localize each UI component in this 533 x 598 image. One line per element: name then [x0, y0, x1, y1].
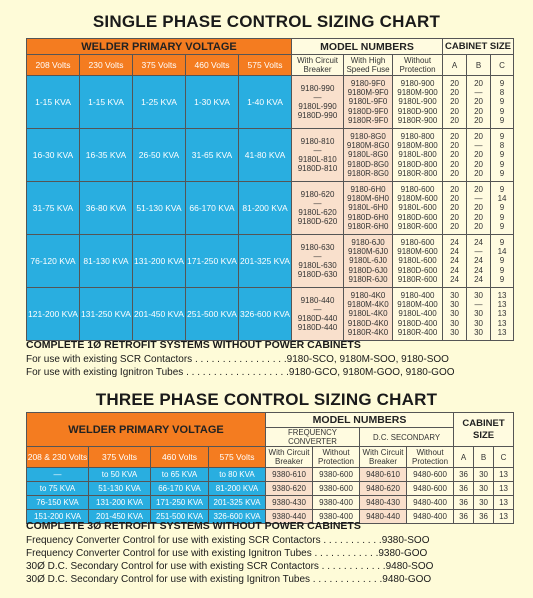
three-retrofit-line-1: Frequency Converter Control for use with existing SCR Contactors . . . . . . . . . . .9380-SOO: [26, 535, 430, 546]
model-cell-high-speed-fuse: [344, 76, 393, 129]
kva-cell: to 50 KVA: [89, 468, 151, 482]
cabinet-col-header: B: [467, 55, 491, 76]
cell-line: 20: [474, 97, 483, 107]
cell-line: 30: [474, 327, 483, 337]
cell-line: 24: [474, 274, 483, 284]
kva-cell: 51-130 KVA: [89, 482, 151, 496]
cabinet-cell: 13: [494, 510, 514, 524]
cell-line: —: [474, 88, 483, 98]
kva-cell: 41-80 KVA: [239, 129, 292, 182]
cell-line: 9180D-440: [297, 314, 338, 323]
cabinet-cell-b: [467, 288, 491, 341]
cell-line: —: [313, 251, 322, 261]
table-row: [27, 496, 514, 510]
cabinet-cell: 13: [494, 482, 514, 496]
cell-line: 9: [499, 106, 505, 116]
kva-cell: 201-450 KVA: [89, 510, 151, 524]
model-cell-no-protection: [393, 288, 443, 341]
cell-line: 9: [499, 274, 505, 284]
cell-line: 20: [474, 168, 483, 178]
single-retrofit-line-2: For use with existing Ignitron Tubes . . . . . . . . . . . . . . . . . . .9180-GCO, 9180M-GOO, 9180-GOO: [26, 367, 455, 378]
cell-line: 20: [450, 184, 459, 194]
kva-cell: to 65 KVA: [151, 468, 209, 482]
cell-line: 13: [497, 300, 507, 310]
cabinet-cell-a: [443, 235, 467, 288]
voltage-col-header: 460 Volts: [151, 447, 209, 468]
three-retrofit-line-4: 30Ø D.C. Secondary Control for use with existing Ignitron Tubes . . . . . . . . . . . . .9480-GOO: [26, 574, 432, 585]
cabinet-cell-c: [491, 182, 514, 235]
cell-line: 9180L-800: [398, 150, 437, 160]
model-cell: 9480-400: [407, 510, 454, 524]
cell-line: 9180L-810: [298, 155, 337, 164]
cell-line: 9: [499, 212, 505, 222]
cell-line: 9180M-400: [397, 300, 438, 310]
cell-line: 9180D-6H0: [347, 212, 389, 222]
cabinet-cell-c: [491, 288, 514, 341]
cabinet-cell: 13: [494, 468, 514, 482]
cabinet-cell-c: [491, 76, 514, 129]
cell-line: 9180D-630: [297, 270, 338, 280]
kva-cell: 1-15 KVA: [80, 76, 133, 129]
cabinet-col-header: C: [494, 447, 514, 468]
three-phase-title: THREE PHASE CONTROL SIZING CHART: [95, 390, 438, 409]
cell-line: 9180-4K0: [350, 290, 386, 300]
table-row: [27, 482, 514, 496]
model-col-header: With Circuit Breaker: [266, 447, 313, 468]
cabinet-cell-a: [443, 76, 467, 129]
cell-line: 9: [499, 115, 505, 125]
cell-line: 9180L-620: [298, 208, 337, 217]
cell-line: 9180L-6H0: [348, 203, 388, 213]
cell-line: 30: [450, 290, 459, 300]
cell-line: 20: [450, 221, 459, 231]
cabinet-cell: 30: [474, 496, 494, 510]
cell-line: —: [313, 198, 322, 208]
cell-line: 9180D-400: [397, 318, 438, 328]
kva-cell: 66-170 KVA: [186, 182, 239, 235]
cell-line: 30: [450, 327, 459, 337]
cell-line: 9180L-600: [398, 256, 437, 266]
cell-line: 13: [497, 318, 507, 328]
cell-line: 9180M-6J0: [348, 247, 389, 257]
single-phase-table: [26, 38, 514, 341]
cell-line: 9180L-990: [298, 102, 337, 111]
cell-line: 9180-600: [400, 237, 435, 247]
kva-cell: 81-130 KVA: [80, 235, 133, 288]
model-cell-circuit-breaker: [292, 76, 344, 129]
cell-line: 9180R-8G0: [347, 168, 389, 178]
cell-line: 9180-8G0: [350, 131, 386, 141]
model-cell-high-speed-fuse: [344, 129, 393, 182]
model-cell-no-protection: [393, 182, 443, 235]
cell-line: 9: [499, 78, 505, 88]
voltage-col-header: 460 Volts: [186, 55, 239, 76]
cell-line: 9180R-900: [397, 115, 438, 125]
kva-cell: 131-200 KVA: [133, 235, 186, 288]
cell-line: 20: [450, 159, 459, 169]
cell-line: 20: [450, 194, 459, 204]
cell-line: —: [474, 194, 483, 204]
model-cell: 9480-440: [360, 510, 407, 524]
cell-line: 9180D-6J0: [348, 265, 388, 275]
cell-line: 9: [499, 97, 505, 107]
kva-cell: 66-170 KVA: [151, 482, 209, 496]
model-cell: 9380-400: [313, 496, 360, 510]
kva-cell: 76-150 KVA: [27, 496, 89, 510]
kva-cell: to 80 KVA: [209, 468, 266, 482]
cell-line: 9180-630: [300, 242, 335, 252]
cell-line: —: [313, 145, 322, 155]
single-phase-title: SINGLE PHASE CONTROL SIZING CHART: [92, 12, 441, 31]
cell-line: 20: [450, 78, 459, 88]
model-cell-no-protection: [393, 235, 443, 288]
model-cell-high-speed-fuse: [344, 182, 393, 235]
cell-line: 8: [499, 88, 505, 98]
kva-cell: 131-250 KVA: [80, 288, 133, 341]
model-cell-circuit-breaker: [292, 235, 344, 288]
cell-line: 20: [474, 159, 483, 169]
cell-line: 20: [450, 115, 459, 125]
cell-line: 9180-6H0: [350, 184, 386, 194]
kva-cell: 51-130 KVA: [133, 182, 186, 235]
cell-line: 9180R-6H0: [347, 221, 389, 231]
cabinet-cell: 36: [454, 496, 474, 510]
cell-line: 20: [450, 97, 459, 107]
cell-line: 20: [474, 184, 483, 194]
cell-line: 9180R-800: [397, 168, 438, 178]
kva-cell: 31-65 KVA: [186, 129, 239, 182]
model-cell: 9380-430: [266, 496, 313, 510]
cell-line: 9180D-600: [397, 212, 438, 222]
voltage-col-header: 575 Volts: [209, 447, 266, 468]
cell-line: 24: [474, 265, 483, 275]
kva-cell: 81-200 KVA: [239, 182, 292, 235]
kva-cell: 201-325 KVA: [239, 235, 292, 288]
three-phase-table: [26, 412, 514, 524]
cabinet-cell: 30: [474, 468, 494, 482]
cell-line: 9: [499, 265, 505, 275]
cabinet-cell: 30: [474, 482, 494, 496]
cell-line: 20: [474, 106, 483, 116]
cell-line: 9180D-800: [397, 159, 438, 169]
cell-line: 9180M-600: [397, 247, 438, 257]
cabinet-col-header: B: [474, 447, 494, 468]
cabinet-cell-b: [467, 235, 491, 288]
model-cell-circuit-breaker: [292, 182, 344, 235]
cell-line: 20: [474, 212, 483, 222]
cell-line: 9: [499, 168, 505, 178]
cell-line: 9180-6J0: [351, 237, 385, 247]
cell-line: 9180M-9F0: [347, 88, 389, 98]
kva-cell: 171-250 KVA: [186, 235, 239, 288]
kva-cell: 201-450 KVA: [133, 288, 186, 341]
cell-line: 20: [450, 212, 459, 222]
cell-line: 9180L-630: [298, 261, 337, 270]
kva-cell: —: [27, 468, 89, 482]
model-col-header: With Circuit Breaker: [292, 55, 344, 76]
model-cell: 9380-620: [266, 482, 313, 496]
cell-line: 14: [497, 247, 507, 257]
model-cell-no-protection: [393, 129, 443, 182]
kva-cell: 31-75 KVA: [27, 182, 80, 235]
model-col-header: Without Protection: [393, 55, 443, 76]
voltage-col-header: 375 Volts: [89, 447, 151, 468]
table-row: [27, 288, 514, 341]
cell-line: 9180D-810: [297, 164, 338, 174]
cell-line: 9: [499, 256, 505, 266]
cell-line: 9: [499, 150, 505, 160]
cell-line: 30: [450, 318, 459, 328]
cell-line: —: [474, 247, 483, 257]
cabinet-cell: 36: [474, 510, 494, 524]
cell-line: 13: [497, 290, 507, 300]
three-cabinet-size-header: CABINET SIZE: [454, 413, 514, 447]
cell-line: 9180L-8G0: [348, 150, 389, 160]
cabinet-cell-b: [467, 129, 491, 182]
cell-line: 20: [450, 131, 459, 141]
cabinet-size-header: CABINET SIZE: [443, 39, 514, 55]
kva-cell: 326-600 KVA: [239, 288, 292, 341]
cell-line: 9: [499, 237, 505, 247]
table-row: [27, 468, 514, 482]
cell-line: 24: [450, 265, 459, 275]
kva-cell: 16-30 KVA: [27, 129, 80, 182]
cell-line: 9180M-4K0: [347, 300, 389, 310]
cell-line: 9180D-4K0: [347, 318, 389, 328]
voltage-col-header: 375 Volts: [133, 55, 186, 76]
cell-line: 9180M-800: [397, 141, 438, 151]
kva-cell: 16-35 KVA: [80, 129, 133, 182]
cabinet-cell-a: [443, 129, 467, 182]
model-cell: 9480-610: [360, 468, 407, 482]
cell-line: 24: [474, 256, 483, 266]
cell-line: 30: [474, 309, 483, 319]
cell-line: 30: [450, 300, 459, 310]
cell-line: 9180R-9F0: [348, 115, 389, 125]
kva-cell: 1-40 KVA: [239, 76, 292, 129]
cell-line: —: [474, 141, 483, 151]
cell-line: 30: [450, 309, 459, 319]
model-cell: 9480-600: [407, 482, 454, 496]
kva-cell: 1-15 KVA: [27, 76, 80, 129]
cell-line: 9180-400: [400, 290, 435, 300]
kva-cell: 121-200 KVA: [27, 288, 80, 341]
cell-line: 24: [474, 237, 483, 247]
cell-line: 9180L-4K0: [348, 309, 388, 319]
model-cell-no-protection: [393, 76, 443, 129]
single-retrofit-line-1: For use with existing SCR Contactors . . . . . . . . . . . . . . . . .9180-SCO, 9180M-SOO, 9180-SOO: [26, 354, 449, 365]
table-row: [27, 182, 514, 235]
cell-line: 9180M-900: [397, 88, 438, 98]
table-row: [27, 129, 514, 182]
three-retrofit-line-3: 30Ø D.C. Secondary Control for use with existing SCR Contactors . . . . . . . . . . . .9480-SOO: [26, 561, 434, 572]
voltage-header: WELDER PRIMARY VOLTAGE: [27, 39, 292, 55]
cell-line: 20: [474, 131, 483, 141]
model-cell-circuit-breaker: [292, 129, 344, 182]
cabinet-cell: 13: [494, 496, 514, 510]
kva-cell: 1-25 KVA: [133, 76, 186, 129]
cell-line: 9: [499, 203, 505, 213]
cell-line: 9180D-9F0: [348, 106, 389, 116]
cell-line: 20: [450, 150, 459, 160]
single-retrofit-title: COMPLETE 1Ø RETROFIT SYSTEMS WITHOUT POWER CABINETS: [26, 339, 361, 351]
kva-cell: 151-200 KVA: [27, 510, 89, 524]
cell-line: 9180-990: [300, 83, 335, 93]
three-retrofit-line-2: Frequency Converter Control for use with existing Ignitron Tubes . . . . . . . . . . . .9380-GOO: [26, 548, 428, 559]
dc-secondary-header: D.C. SECONDARY: [360, 428, 454, 447]
cell-line: 24: [450, 274, 459, 284]
model-cell: 9480-400: [407, 496, 454, 510]
cabinet-cell-c: [491, 129, 514, 182]
cell-line: 9180L-9F0: [348, 97, 388, 107]
cell-line: —: [313, 304, 322, 314]
cabinet-cell: 36: [454, 468, 474, 482]
kva-cell: 326-600 KVA: [209, 510, 266, 524]
voltage-col-header: 208 & 230 Volts: [27, 447, 89, 468]
cell-line: 9180M-6H0: [347, 194, 389, 204]
cell-line: 9180-800: [400, 131, 435, 141]
kva-cell: 201-325 KVA: [209, 496, 266, 510]
kva-cell: 76-120 KVA: [27, 235, 80, 288]
model-cell: 9480-430: [360, 496, 407, 510]
voltage-col-header: 230 Volts: [80, 55, 133, 76]
cell-line: 20: [474, 221, 483, 231]
cell-line: 9180D-990: [297, 111, 338, 121]
three-voltage-header: WELDER PRIMARY VOLTAGE: [27, 413, 266, 447]
cabinet-cell-b: [467, 76, 491, 129]
cabinet-cell-a: [443, 182, 467, 235]
cabinet-col-header: C: [491, 55, 514, 76]
model-cell: 9380-610: [266, 468, 313, 482]
cell-line: 9: [499, 159, 505, 169]
cell-line: 20: [474, 150, 483, 160]
three-model-numbers-header: MODEL NUMBERS: [266, 413, 454, 428]
cell-line: 9180R-600: [397, 274, 438, 284]
cell-line: 20: [474, 78, 483, 88]
kva-cell: 131-200 KVA: [89, 496, 151, 510]
table-row: [27, 76, 514, 129]
cell-line: 20: [450, 141, 459, 151]
cell-line: 9180D-8G0: [347, 159, 389, 169]
voltage-col-header: 575 Volts: [239, 55, 292, 76]
cell-line: 9180M-600: [397, 194, 438, 204]
kva-cell: 171-250 KVA: [151, 496, 209, 510]
cell-line: —: [474, 300, 483, 310]
cell-line: 24: [450, 256, 459, 266]
kva-cell: 251-500 KVA: [151, 510, 209, 524]
cell-line: 20: [450, 88, 459, 98]
cell-line: 9180M-8G0: [346, 141, 390, 151]
model-numbers-header: MODEL NUMBERS: [292, 39, 443, 55]
cell-line: 20: [474, 203, 483, 213]
kva-cell: to 75 KVA: [27, 482, 89, 496]
cell-line: 9180-620: [300, 189, 335, 199]
cell-line: 20: [474, 115, 483, 125]
cell-line: 20: [450, 168, 459, 178]
frequency-converter-header: FREQUENCY CONVERTER: [266, 428, 360, 447]
kva-cell: 251-500 KVA: [186, 288, 239, 341]
cell-line: 9180-900: [400, 78, 435, 88]
cell-line: 24: [450, 237, 459, 247]
cell-line: 9180L-6J0: [349, 256, 387, 266]
cell-line: 9: [499, 184, 505, 194]
kva-cell: 1-30 KVA: [186, 76, 239, 129]
cabinet-cell: 36: [454, 510, 474, 524]
model-cell: 9380-400: [313, 510, 360, 524]
model-cell: 9380-600: [313, 482, 360, 496]
kva-cell: 36-80 KVA: [80, 182, 133, 235]
cell-line: 9180D-600: [397, 265, 438, 275]
cell-line: 13: [497, 309, 507, 319]
model-cell-circuit-breaker: [292, 288, 344, 341]
three-retrofit-title: COMPLETE 3Ø RETROFIT SYSTEMS WITHOUT POWER CABINETS: [26, 520, 361, 532]
cabinet-cell-a: [443, 288, 467, 341]
cell-line: 9180-440: [300, 295, 335, 305]
cell-line: 14: [497, 194, 507, 204]
cabinet-col-header: A: [443, 55, 467, 76]
voltage-col-header: 208 Volts: [27, 55, 80, 76]
cabinet-cell-b: [467, 182, 491, 235]
cell-line: 9180-600: [400, 184, 435, 194]
cell-line: 9: [499, 131, 505, 141]
cell-line: 9180R-600: [397, 221, 438, 231]
model-cell: 9380-440: [266, 510, 313, 524]
cell-line: 9180D-620: [297, 217, 338, 227]
cell-line: 9180R-400: [397, 327, 438, 337]
model-cell: 9380-600: [313, 468, 360, 482]
model-cell-high-speed-fuse: [344, 235, 393, 288]
cell-line: 9180-9F0: [350, 78, 386, 88]
cell-line: 20: [450, 106, 459, 116]
cell-line: 20: [450, 203, 459, 213]
model-col-header: Without Protection: [407, 447, 454, 468]
cell-line: 9180L-400: [398, 309, 437, 319]
cell-line: 30: [474, 290, 483, 300]
kva-cell: 81-200 KVA: [209, 482, 266, 496]
model-cell: 9480-620: [360, 482, 407, 496]
table-row: [27, 235, 514, 288]
kva-cell: 26-50 KVA: [133, 129, 186, 182]
cell-line: 9180D-440: [297, 323, 338, 333]
cabinet-cell: 36: [454, 482, 474, 496]
cell-line: 13: [497, 327, 507, 337]
cell-line: 9180R-6J0: [348, 274, 388, 284]
cell-line: 24: [450, 247, 459, 257]
cell-line: —: [313, 92, 322, 102]
cell-line: 9180L-600: [398, 203, 437, 213]
model-cell-high-speed-fuse: [344, 288, 393, 341]
cell-line: 30: [474, 318, 483, 328]
cell-line: 9180L-900: [398, 97, 437, 107]
cell-line: 9: [499, 221, 505, 231]
cabinet-cell-c: [491, 235, 514, 288]
cell-line: 9180-810: [300, 136, 335, 146]
cabinet-col-header: A: [454, 447, 474, 468]
cell-line: 9180D-900: [397, 106, 438, 116]
cell-line: 8: [499, 141, 505, 151]
model-cell: 9480-600: [407, 468, 454, 482]
model-col-header: With High Speed Fuse: [344, 55, 393, 76]
model-col-header: Without Protection: [313, 447, 360, 468]
cell-line: 9180R-4K0: [347, 327, 389, 337]
model-col-header: With Circuit Breaker: [360, 447, 407, 468]
